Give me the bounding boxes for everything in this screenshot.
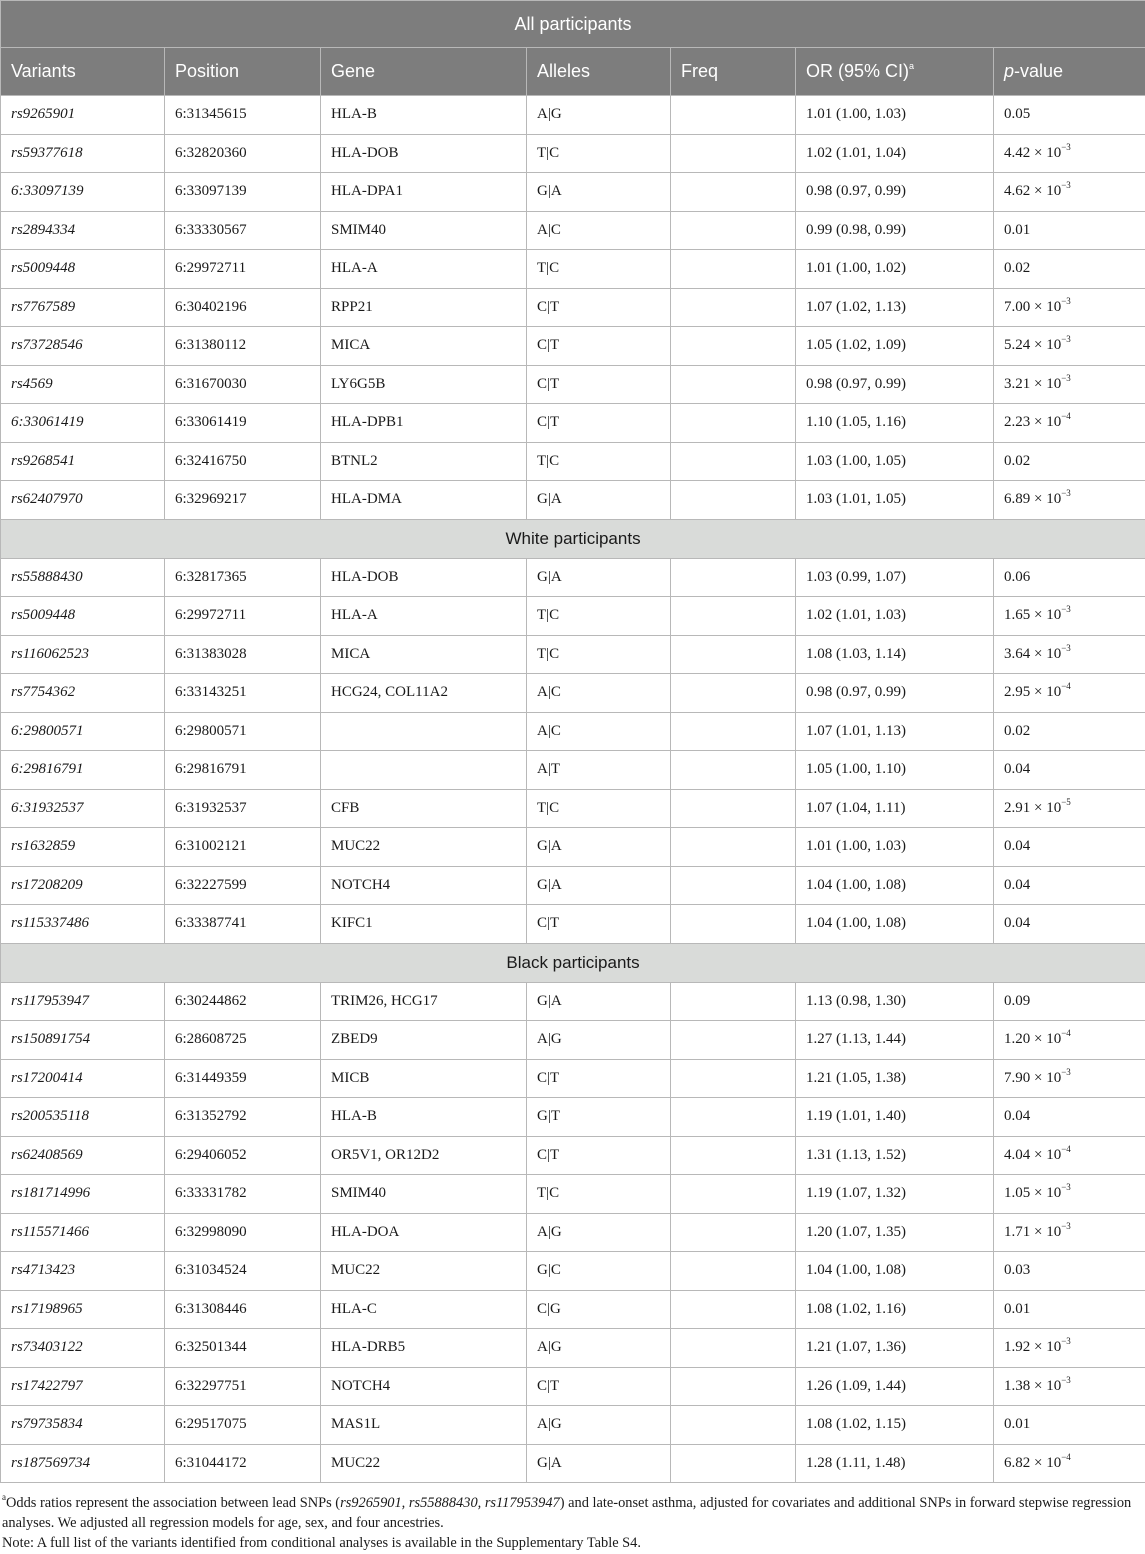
cell-variant: rs115571466	[1, 1213, 165, 1252]
cell-position: 6:31345615	[165, 96, 321, 135]
cell-or: 1.01 (1.00, 1.02)	[796, 250, 994, 289]
cell-alleles: T|C	[527, 134, 671, 173]
cell-or: 1.03 (1.00, 1.05)	[796, 442, 994, 481]
cell-gene: HLA-DOB	[321, 134, 527, 173]
table-row	[1, 1059, 1145, 1098]
cell-freq	[671, 1367, 796, 1406]
table-row	[1, 1136, 1145, 1175]
cell-p-value: 0.04	[994, 1098, 1145, 1137]
cell-freq	[671, 1329, 796, 1368]
cell-or: 1.10 (1.05, 1.16)	[796, 404, 994, 443]
table-row	[1, 905, 1145, 944]
cell-freq	[671, 1136, 796, 1175]
cell-variant: rs150891754	[1, 1021, 165, 1060]
header-alleles: Alleles	[527, 48, 671, 96]
table-row	[1, 558, 1145, 597]
cell-freq	[671, 674, 796, 713]
cell-variant: rs5009448	[1, 597, 165, 636]
cell-freq	[671, 1406, 796, 1445]
cell-freq	[671, 1290, 796, 1329]
cell-p-value: $5.24 \times 10^{-3}$	[994, 327, 1145, 366]
cell-variant: rs17422797	[1, 1367, 165, 1406]
cell-alleles: C|T	[527, 288, 671, 327]
cell-variant: rs1632859	[1, 828, 165, 867]
group-banner	[1, 519, 1145, 558]
table-row	[1, 250, 1145, 289]
header-gene: Gene	[321, 48, 527, 96]
cell-variant: 6:31932537	[1, 789, 165, 828]
cell-alleles: T|C	[527, 250, 671, 289]
cell-alleles: T|C	[527, 597, 671, 636]
cell-p-value: 0.02	[994, 250, 1145, 289]
group-banner	[1, 943, 1145, 982]
cell-or: 1.01 (1.00, 1.03)	[796, 828, 994, 867]
cell-gene: OR5V1, OR12D2	[321, 1136, 527, 1175]
cell-or: 1.31 (1.13, 1.52)	[796, 1136, 994, 1175]
cell-freq	[671, 1021, 796, 1060]
cell-freq	[671, 866, 796, 905]
cell-position: 6:33061419	[165, 404, 321, 443]
table-row	[1, 789, 1145, 828]
cell-or: 1.07 (1.01, 1.13)	[796, 712, 994, 751]
cell-position: 6:33387741	[165, 905, 321, 944]
cell-or: 0.98 (0.97, 0.99)	[796, 674, 994, 713]
cell-gene: HLA-DOA	[321, 1213, 527, 1252]
cell-alleles: A|G	[527, 1329, 671, 1368]
header-row	[1, 48, 1145, 96]
cell-p-value: $4.42 \times 10^{-3}$	[994, 134, 1145, 173]
cell-gene: HLA-DPA1	[321, 173, 527, 212]
header-position: Position	[165, 48, 321, 96]
cell-p-value: $3.64 \times 10^{-3}$	[994, 635, 1145, 674]
cell-p-value: $7.00 \times 10^{-3}$	[994, 288, 1145, 327]
cell-freq	[671, 789, 796, 828]
table-row	[1, 1213, 1145, 1252]
cell-alleles: A|G	[527, 1406, 671, 1445]
cell-position: 6:29816791	[165, 751, 321, 790]
cell-freq	[671, 442, 796, 481]
cell-freq	[671, 982, 796, 1021]
cell-position: 6:28608725	[165, 1021, 321, 1060]
cell-position: 6:31002121	[165, 828, 321, 867]
cell-gene: BTNL2	[321, 442, 527, 481]
cell-variant: rs62407970	[1, 481, 165, 520]
cell-or: 1.08 (1.02, 1.16)	[796, 1290, 994, 1329]
cell-position: 6:31308446	[165, 1290, 321, 1329]
cell-freq	[671, 1444, 796, 1483]
cell-or: 1.04 (1.00, 1.08)	[796, 1252, 994, 1291]
cell-variant: rs187569734	[1, 1444, 165, 1483]
cell-freq	[671, 905, 796, 944]
group-title: Black participants	[1, 943, 1145, 982]
cell-position: 6:31044172	[165, 1444, 321, 1483]
cell-alleles: A|C	[527, 712, 671, 751]
cell-variant: rs9265901	[1, 96, 165, 135]
cell-position: 6:32227599	[165, 866, 321, 905]
cell-or: 1.08 (1.03, 1.14)	[796, 635, 994, 674]
cell-position: 6:29406052	[165, 1136, 321, 1175]
cell-variant: rs73728546	[1, 327, 165, 366]
cell-alleles: G|T	[527, 1098, 671, 1137]
cell-gene: MAS1L	[321, 1406, 527, 1445]
cell-gene: SMIM40	[321, 211, 527, 250]
cell-p-value: $2.91 \times 10^{-5}$	[994, 789, 1145, 828]
cell-gene: HLA-A	[321, 597, 527, 636]
table-row	[1, 211, 1145, 250]
cell-position: 6:29800571	[165, 712, 321, 751]
cell-gene: HLA-A	[321, 250, 527, 289]
table-row	[1, 866, 1145, 905]
cell-position: 6:31670030	[165, 365, 321, 404]
group-banner	[1, 1, 1145, 48]
cell-or: 1.04 (1.00, 1.08)	[796, 866, 994, 905]
group-title: All participants	[1, 1, 1145, 48]
cell-alleles: T|C	[527, 1175, 671, 1214]
cell-gene: HLA-DRB5	[321, 1329, 527, 1368]
cell-p-value: 0.04	[994, 866, 1145, 905]
cell-or: 1.02 (1.01, 1.03)	[796, 597, 994, 636]
cell-gene	[321, 751, 527, 790]
cell-or: 0.99 (0.98, 0.99)	[796, 211, 994, 250]
cell-p-value: $6.89 \times 10^{-3}$	[994, 481, 1145, 520]
cell-gene: SMIM40	[321, 1175, 527, 1214]
footnote-note: Note: A full list of the variants identified from conditional analyses is available in the Supplementary Table S4.	[2, 1535, 641, 1551]
table-row	[1, 1406, 1145, 1445]
cell-position: 6:33330567	[165, 211, 321, 250]
cell-p-value: $1.92 \times 10^{-3}$	[994, 1329, 1145, 1368]
cell-p-value: 0.01	[994, 1290, 1145, 1329]
cell-gene: MUC22	[321, 828, 527, 867]
cell-p-value: 0.06	[994, 558, 1145, 597]
cell-alleles: C|T	[527, 1059, 671, 1098]
cell-position: 6:31380112	[165, 327, 321, 366]
header-freq: Freq	[671, 48, 796, 96]
cell-or: 1.21 (1.07, 1.36)	[796, 1329, 994, 1368]
table-row	[1, 712, 1145, 751]
cell-or: 1.20 (1.07, 1.35)	[796, 1213, 994, 1252]
cell-freq	[671, 250, 796, 289]
cell-variant: rs9268541	[1, 442, 165, 481]
group-title: White participants	[1, 519, 1145, 558]
cell-variant: rs79735834	[1, 1406, 165, 1445]
table-row	[1, 751, 1145, 790]
cell-or: 1.19 (1.07, 1.32)	[796, 1175, 994, 1214]
cell-gene: MICA	[321, 327, 527, 366]
table-footnote	[2, 1493, 1142, 1553]
cell-gene: ZBED9	[321, 1021, 527, 1060]
cell-variant: 6:29800571	[1, 712, 165, 751]
cell-variant: rs17198965	[1, 1290, 165, 1329]
cell-p-value: $1.05 \times 10^{-3}$	[994, 1175, 1145, 1214]
cell-freq	[671, 1098, 796, 1137]
cell-gene: RPP21	[321, 288, 527, 327]
cell-or: 1.03 (0.99, 1.07)	[796, 558, 994, 597]
table-row	[1, 288, 1145, 327]
header-or-ci: OR (95% CI)$^a$	[796, 48, 994, 96]
cell-gene: MUC22	[321, 1252, 527, 1291]
cell-alleles: G|A	[527, 558, 671, 597]
cell-alleles: A|G	[527, 96, 671, 135]
cell-gene: HLA-DMA	[321, 481, 527, 520]
cell-variant: rs7767589	[1, 288, 165, 327]
cell-gene: HLA-C	[321, 1290, 527, 1329]
cell-gene: MICB	[321, 1059, 527, 1098]
cell-variant: rs55888430	[1, 558, 165, 597]
table-row	[1, 1329, 1145, 1368]
cell-or: 1.07 (1.02, 1.13)	[796, 288, 994, 327]
cell-p-value: 0.09	[994, 982, 1145, 1021]
cell-position: 6:29972711	[165, 597, 321, 636]
cell-position: 6:29972711	[165, 250, 321, 289]
cell-variant: rs181714996	[1, 1175, 165, 1214]
table-row	[1, 1098, 1145, 1137]
cell-freq	[671, 211, 796, 250]
cell-freq	[671, 1059, 796, 1098]
cell-position: 6:31383028	[165, 635, 321, 674]
cell-or: 1.08 (1.02, 1.15)	[796, 1406, 994, 1445]
cell-p-value: $2.95 \times 10^{-4}$	[994, 674, 1145, 713]
cell-gene: MUC22	[321, 1444, 527, 1483]
cell-or: 1.04 (1.00, 1.08)	[796, 905, 994, 944]
table-row	[1, 1444, 1145, 1483]
cell-or: 0.98 (0.97, 0.99)	[796, 365, 994, 404]
cell-alleles: G|A	[527, 1444, 671, 1483]
cell-p-value: 0.04	[994, 828, 1145, 867]
table-row	[1, 1021, 1145, 1060]
cell-variant: 6:29816791	[1, 751, 165, 790]
table-row	[1, 982, 1145, 1021]
cell-p-value: 0.02	[994, 442, 1145, 481]
cell-variant: rs116062523	[1, 635, 165, 674]
cell-alleles: G|A	[527, 866, 671, 905]
table-row	[1, 635, 1145, 674]
cell-alleles: G|C	[527, 1252, 671, 1291]
table-row	[1, 1367, 1145, 1406]
cell-alleles: A|G	[527, 1021, 671, 1060]
cell-or: 1.02 (1.01, 1.04)	[796, 134, 994, 173]
cell-alleles: A|C	[527, 674, 671, 713]
cell-gene: HLA-DPB1	[321, 404, 527, 443]
table-row	[1, 327, 1145, 366]
cell-alleles: G|A	[527, 982, 671, 1021]
cell-or: 1.05 (1.00, 1.10)	[796, 751, 994, 790]
cell-position: 6:29517075	[165, 1406, 321, 1445]
cell-gene: HLA-B	[321, 96, 527, 135]
cell-alleles: A|C	[527, 211, 671, 250]
cell-p-value: $2.23 \times 10^{-4}$	[994, 404, 1145, 443]
header-p-value: p-value	[994, 48, 1145, 96]
cell-p-value: $1.38 \times 10^{-3}$	[994, 1367, 1145, 1406]
cell-position: 6:32969217	[165, 481, 321, 520]
cell-alleles: A|G	[527, 1213, 671, 1252]
cell-or: 1.05 (1.02, 1.09)	[796, 327, 994, 366]
cell-position: 6:33143251	[165, 674, 321, 713]
table-row	[1, 674, 1145, 713]
cell-freq	[671, 1175, 796, 1214]
cell-variant: rs7754362	[1, 674, 165, 713]
cell-position: 6:31034524	[165, 1252, 321, 1291]
table-row	[1, 442, 1145, 481]
cell-variant: rs73403122	[1, 1329, 165, 1368]
cell-position: 6:32297751	[165, 1367, 321, 1406]
cell-freq	[671, 751, 796, 790]
cell-p-value: $3.21 \times 10^{-3}$	[994, 365, 1145, 404]
cell-or: 1.03 (1.01, 1.05)	[796, 481, 994, 520]
cell-alleles: T|C	[527, 635, 671, 674]
cell-freq	[671, 404, 796, 443]
cell-p-value: $4.04 \times 10^{-4}$	[994, 1136, 1145, 1175]
cell-gene: HLA-B	[321, 1098, 527, 1137]
cell-position: 6:32501344	[165, 1329, 321, 1368]
table-row	[1, 1290, 1145, 1329]
cell-freq	[671, 635, 796, 674]
cell-variant: 6:33097139	[1, 173, 165, 212]
cell-alleles: C|T	[527, 1367, 671, 1406]
cell-variant: rs5009448	[1, 250, 165, 289]
cell-position: 6:31352792	[165, 1098, 321, 1137]
cell-alleles: A|T	[527, 751, 671, 790]
cell-or: 1.21 (1.05, 1.38)	[796, 1059, 994, 1098]
cell-p-value: 0.05	[994, 96, 1145, 135]
cell-freq	[671, 173, 796, 212]
cell-position: 6:32416750	[165, 442, 321, 481]
cell-p-value: 0.04	[994, 751, 1145, 790]
cell-alleles: T|C	[527, 442, 671, 481]
cell-freq	[671, 1213, 796, 1252]
cell-variant: rs117953947	[1, 982, 165, 1021]
cell-alleles: C|G	[527, 1290, 671, 1329]
cell-variant: 6:33061419	[1, 404, 165, 443]
cell-or: 1.28 (1.11, 1.48)	[796, 1444, 994, 1483]
cell-freq	[671, 365, 796, 404]
cell-variant: rs17200414	[1, 1059, 165, 1098]
cell-position: 6:33097139	[165, 173, 321, 212]
cell-alleles: G|A	[527, 173, 671, 212]
cell-alleles: C|T	[527, 905, 671, 944]
cell-alleles: G|A	[527, 481, 671, 520]
cell-or: 1.01 (1.00, 1.03)	[796, 96, 994, 135]
table-row	[1, 365, 1145, 404]
cell-alleles: C|T	[527, 1136, 671, 1175]
cell-alleles: C|T	[527, 404, 671, 443]
cell-gene: KIFC1	[321, 905, 527, 944]
cell-variant: rs200535118	[1, 1098, 165, 1137]
table-row	[1, 1175, 1145, 1214]
cell-position: 6:31449359	[165, 1059, 321, 1098]
cell-alleles: G|A	[527, 828, 671, 867]
cell-alleles: C|T	[527, 365, 671, 404]
cell-variant: rs2894334	[1, 211, 165, 250]
cell-p-value: $7.90 \times 10^{-3}$	[994, 1059, 1145, 1098]
cell-freq	[671, 327, 796, 366]
cell-variant: rs4569	[1, 365, 165, 404]
cell-position: 6:31932537	[165, 789, 321, 828]
cell-gene: NOTCH4	[321, 866, 527, 905]
cell-or: 1.26 (1.09, 1.44)	[796, 1367, 994, 1406]
cell-alleles: C|T	[527, 327, 671, 366]
cell-variant: rs17208209	[1, 866, 165, 905]
cell-freq	[671, 481, 796, 520]
cell-p-value: $1.71 \times 10^{-3}$	[994, 1213, 1145, 1252]
cell-or: 1.13 (0.98, 1.30)	[796, 982, 994, 1021]
cell-gene: NOTCH4	[321, 1367, 527, 1406]
header-variants: Variants	[1, 48, 165, 96]
cell-gene: CFB	[321, 789, 527, 828]
cell-position: 6:32820360	[165, 134, 321, 173]
cell-variant: rs115337486	[1, 905, 165, 944]
cell-p-value: 0.04	[994, 905, 1145, 944]
cell-position: 6:30244862	[165, 982, 321, 1021]
cell-variant: rs62408569	[1, 1136, 165, 1175]
footnote-odds-ratio: $^a$Odds ratios represent the association between lead SNPs (rs9265901, rs55888430, rs117953947) and late-onset asthma, adjusted for covariates and additional SNPs in forward stepwise regression analyses. We adjusted all regression models for age, sex, and four ancestries.	[2, 1492, 1132, 1531]
table-row	[1, 597, 1145, 636]
cell-p-value: $4.62 \times 10^{-3}$	[994, 173, 1145, 212]
table-row	[1, 1252, 1145, 1291]
cell-or: 1.07 (1.04, 1.11)	[796, 789, 994, 828]
cell-gene: LY6G5B	[321, 365, 527, 404]
cell-variant: rs59377618	[1, 134, 165, 173]
cell-freq	[671, 828, 796, 867]
cell-p-value: 0.01	[994, 211, 1145, 250]
table-row	[1, 481, 1145, 520]
cell-freq	[671, 288, 796, 327]
cell-gene: HCG24, COL11A2	[321, 674, 527, 713]
table-row	[1, 828, 1145, 867]
cell-freq	[671, 597, 796, 636]
cell-p-value: 0.01	[994, 1406, 1145, 1445]
table-row	[1, 173, 1145, 212]
table-row	[1, 96, 1145, 135]
cell-position: 6:30402196	[165, 288, 321, 327]
cell-p-value: 0.03	[994, 1252, 1145, 1291]
cell-freq	[671, 96, 796, 135]
cell-p-value: $1.65 \times 10^{-3}$	[994, 597, 1145, 636]
cell-freq	[671, 134, 796, 173]
cell-alleles: T|C	[527, 789, 671, 828]
cell-p-value: 0.02	[994, 712, 1145, 751]
cell-position: 6:33331782	[165, 1175, 321, 1214]
cell-gene: HLA-DOB	[321, 558, 527, 597]
cell-p-value: $6.82 \times 10^{-4}$	[994, 1444, 1145, 1483]
cell-or: 1.27 (1.13, 1.44)	[796, 1021, 994, 1060]
cell-p-value: $1.20 \times 10^{-4}$	[994, 1021, 1145, 1060]
table-row	[1, 134, 1145, 173]
table-row	[1, 404, 1145, 443]
cell-variant: rs4713423	[1, 1252, 165, 1291]
cell-freq	[671, 712, 796, 751]
cell-gene: TRIM26, HCG17	[321, 982, 527, 1021]
cell-freq	[671, 1252, 796, 1291]
cell-position: 6:32998090	[165, 1213, 321, 1252]
cell-or: 1.19 (1.01, 1.40)	[796, 1098, 994, 1137]
cell-freq	[671, 558, 796, 597]
cell-or: 0.98 (0.97, 0.99)	[796, 173, 994, 212]
cell-gene: MICA	[321, 635, 527, 674]
cell-gene	[321, 712, 527, 751]
cell-position: 6:32817365	[165, 558, 321, 597]
